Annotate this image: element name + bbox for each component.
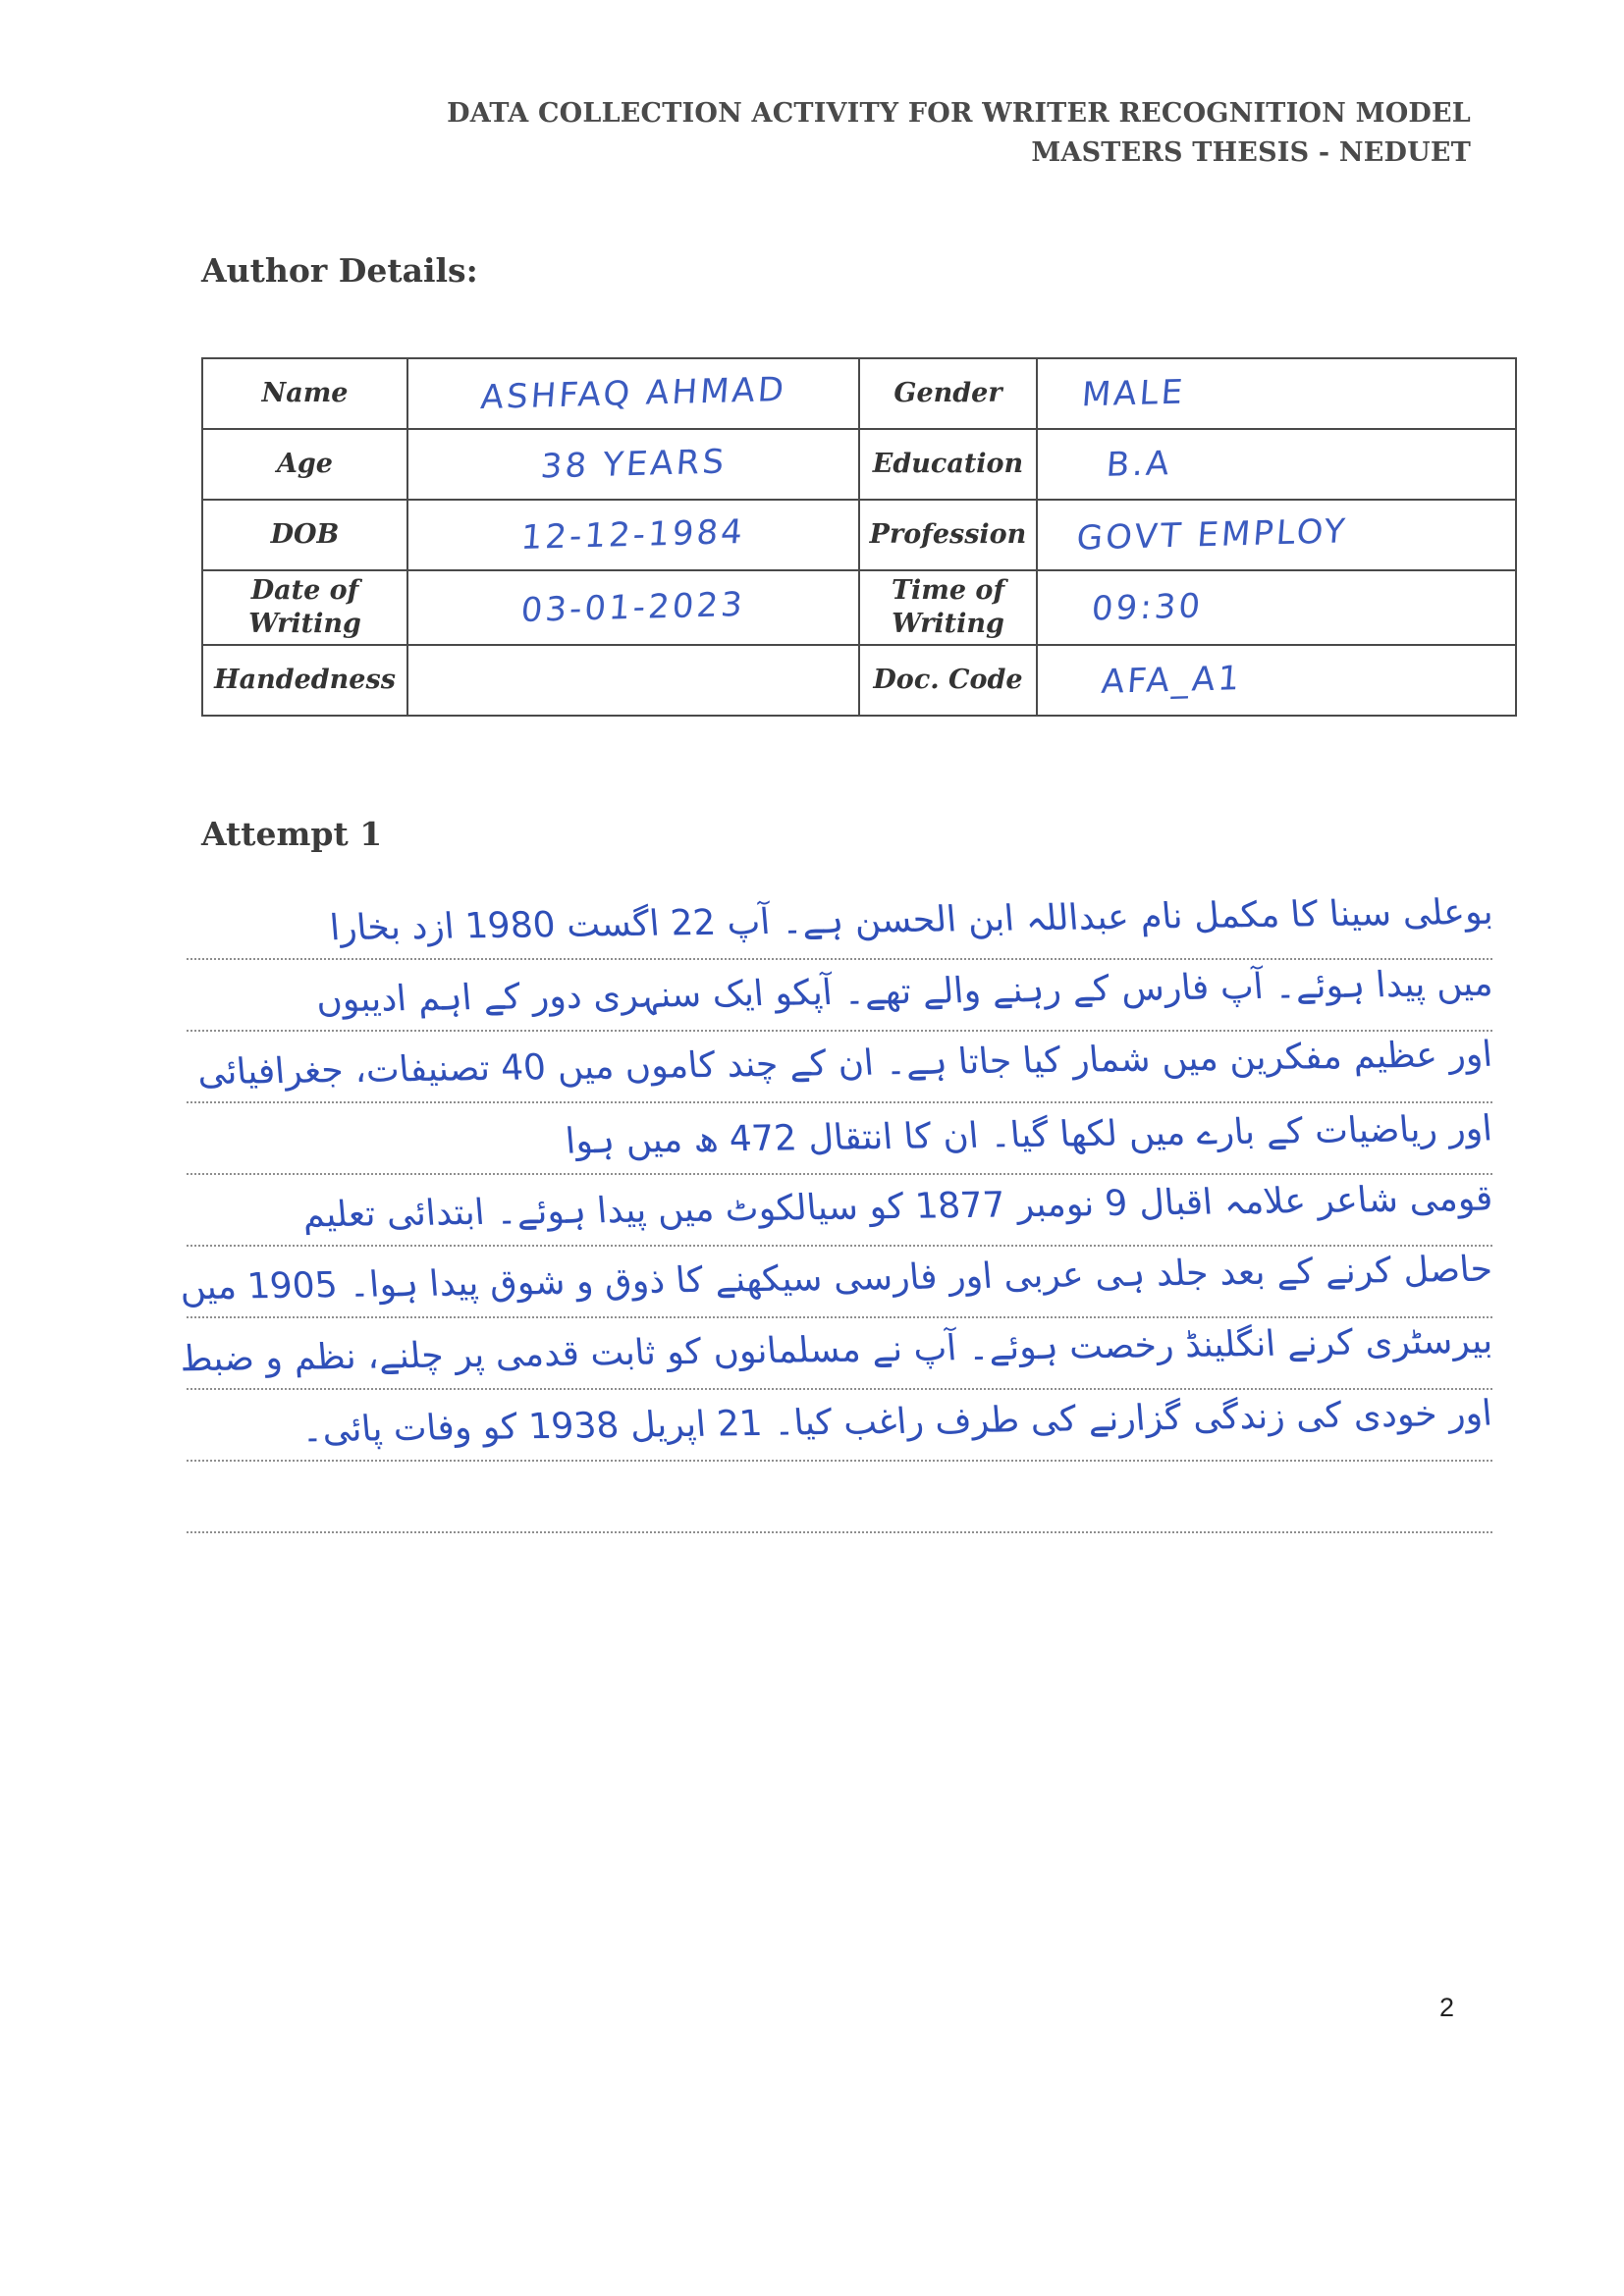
handedness-value xyxy=(407,645,859,716)
doc-code-value-text: AFA_A1 xyxy=(1100,659,1244,702)
writing-line-text: قومی شاعر علامہ اقبال 9 نومبر 1877 کو سیالکوٹ میں پیدا ہوئے۔ ابتدائی تعلیم xyxy=(300,1178,1494,1236)
author-details-table xyxy=(201,357,1517,717)
profession-label: Profession xyxy=(859,500,1037,570)
writing-line-text: حاصل کرنے کے بعد جلد ہی عربی اور فارسی سیکھنے کا ذوق و شوق پیدا ہوا۔ 1905 میں xyxy=(178,1249,1494,1308)
writing-line xyxy=(187,1462,1492,1533)
writing-line-text: اور عظیم مفکرین میں شمار کیا جاتا ہے۔ ان کے چند کاموں میں 40 تصنیفات، جغرافیائی xyxy=(195,1034,1494,1094)
time-of-writing-value xyxy=(1037,570,1516,645)
writing-line xyxy=(178,1318,1494,1390)
author-details-heading: Author Details: xyxy=(201,251,478,290)
doc-code-label: Doc. Code xyxy=(859,645,1037,716)
time-label-line-1: Time of xyxy=(891,575,1005,606)
writing-line-text: اور خودی کی زندگی گزارنے کی طرف راغب کیا۔ 21 اپریل 1938 کو وفات پائی۔ xyxy=(299,1393,1494,1451)
date-of-writing-label xyxy=(202,570,407,645)
writing-line xyxy=(187,1103,1492,1175)
writing-line-text: میں پیدا ہوئے۔ آپ فارس کے رہنے والے تھے۔ آپکو ایک سنہری دور کے اہم ادیبوں xyxy=(314,963,1494,1021)
writing-line-text: اور ریاضیات کے بارے میں لکھا گیا۔ ان کا انتقال 472 ھ میں ہوا xyxy=(564,1108,1494,1162)
date-label-line-2: Writing xyxy=(248,609,361,639)
writing-line xyxy=(187,960,1492,1032)
writing-line xyxy=(178,1247,1494,1318)
profession-value-text: GOVT EMPLOY xyxy=(1075,511,1349,559)
dob-label: DOB xyxy=(202,500,407,570)
details-row-dob xyxy=(202,500,1516,570)
writing-line xyxy=(187,1032,1492,1103)
date-of-writing-value xyxy=(407,570,859,645)
date-value-text: 03-01-2023 xyxy=(519,585,747,630)
name-label: Name xyxy=(202,358,407,429)
profession-value xyxy=(1037,500,1516,570)
gender-value-text: MALE xyxy=(1080,372,1187,415)
header-line-1: DATA COLLECTION ACTIVITY FOR WRITER RECOGNITION MODEL xyxy=(447,98,1471,129)
dob-value xyxy=(407,500,859,570)
education-value xyxy=(1037,429,1516,500)
writing-line xyxy=(187,888,1492,960)
age-value xyxy=(407,429,859,500)
education-label: Education xyxy=(859,429,1037,500)
time-label-line-2: Writing xyxy=(892,609,1004,639)
time-of-writing-label xyxy=(859,570,1037,645)
doc-code-value xyxy=(1037,645,1516,716)
writing-line-text: بیرسٹری کرنے انگلینڈ رخصت ہوئے۔ آپ نے مسلمانوں کو ثابت قدمی پر چلنے، نظم و ضبط xyxy=(178,1320,1494,1380)
details-row-age xyxy=(202,429,1516,500)
document-header xyxy=(447,94,1471,173)
gender-label: Gender xyxy=(859,358,1037,429)
time-value-text: 09:30 xyxy=(1090,586,1205,629)
details-row-name xyxy=(202,358,1516,429)
attempt-heading: Attempt 1 xyxy=(201,815,383,853)
age-label: Age xyxy=(202,429,407,500)
name-value xyxy=(407,358,859,429)
header-line-2: MASTERS THESIS - NEDUET xyxy=(1031,137,1471,168)
writing-line xyxy=(187,1175,1492,1247)
education-value-text: B.A xyxy=(1105,444,1174,485)
dob-value-text: 12-12-1984 xyxy=(519,512,747,558)
details-row-date xyxy=(202,570,1516,645)
handedness-label: Handedness xyxy=(202,645,407,716)
name-value-text: ASHFAQ AHMAD xyxy=(478,369,788,418)
writing-line xyxy=(187,1390,1492,1462)
gender-value xyxy=(1037,358,1516,429)
date-label-line-1: Date of xyxy=(250,575,359,606)
age-value-text: 38 YEARS xyxy=(538,442,729,487)
page-number: 2 xyxy=(1439,1993,1455,2022)
details-row-handedness xyxy=(202,645,1516,716)
writing-line-text: بوعلی سینا کا مکمل نام عبداللہ ابن الحسن ہے۔ آپ 22 اگست 1980 ازد بخارا xyxy=(327,891,1494,949)
handwriting-area xyxy=(178,888,1494,1533)
